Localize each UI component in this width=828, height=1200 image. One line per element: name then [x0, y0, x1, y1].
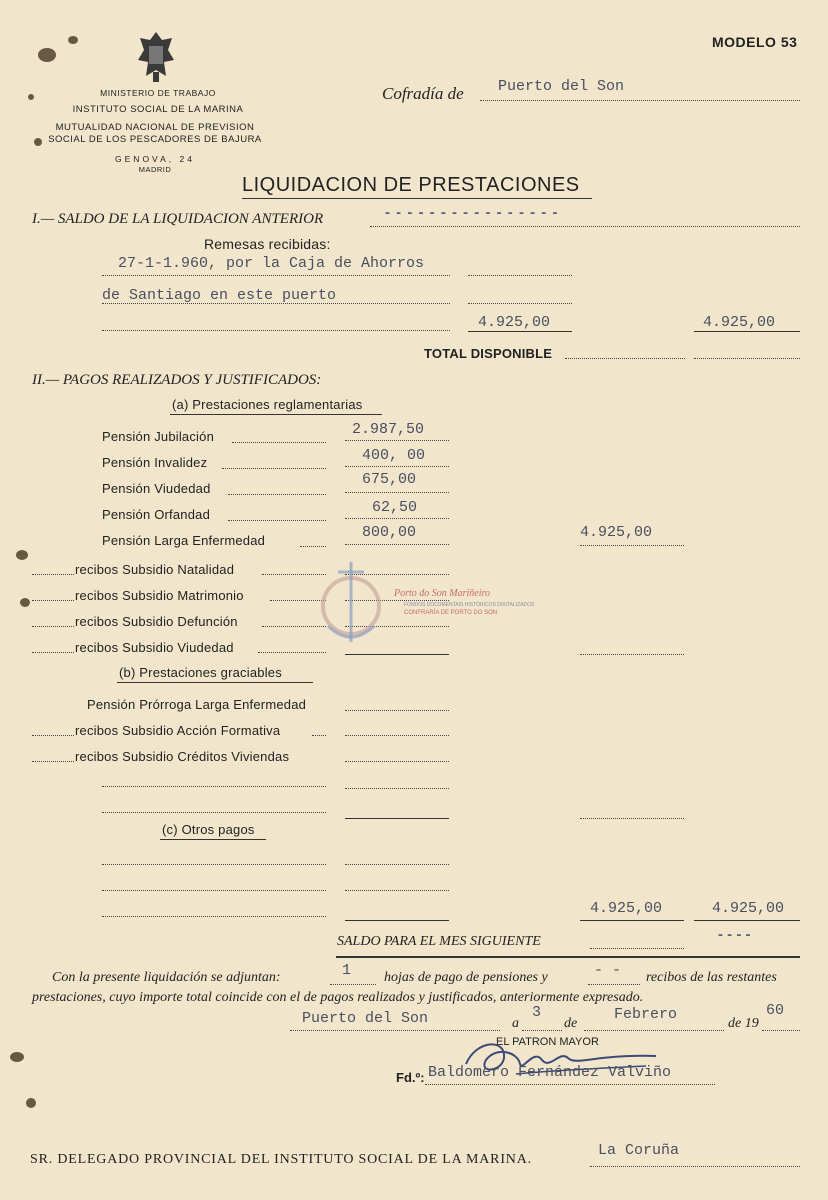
row-a-label: Pensión Larga Enfermedad — [102, 533, 266, 548]
burn-spot — [20, 598, 30, 607]
handwritten-signature — [456, 1030, 676, 1090]
fd-label: Fd.º: — [396, 1070, 425, 1085]
row-b-label: Pensión Prórroga Larga Enfermedad — [87, 697, 307, 712]
delegado-value: La Coruña — [598, 1142, 680, 1159]
burn-spot — [38, 48, 56, 62]
remesa-line-2: de Santiago en este puerto — [102, 287, 337, 304]
signer-name: Baldomero Fernández Valviño — [428, 1064, 672, 1081]
mutual-line-2: SOCIAL DE LOS PESCADORES DE BAJURA — [48, 134, 262, 145]
page-title: LIQUIDACION DE PRESTACIONES — [242, 174, 580, 196]
row-a-value: 800,00 — [362, 524, 417, 541]
cofradia-label: Cofradía de — [382, 84, 464, 103]
institute-name: INSTITUTO SOCIAL DE LA MARINA — [72, 104, 244, 115]
section-2-label: II.— PAGOS REALIZADOS Y JUSTIFICADOS: — [32, 372, 322, 388]
cofradia-value: Puerto del Son — [498, 78, 625, 95]
subsection-b-label: (b) Prestaciones graciables — [119, 665, 282, 680]
closing-text-2: prestaciones, cuyo importe total coincide con el de pagos realizados y justificados, anteriormente expresado. — [32, 990, 644, 1005]
patron-mayor-label: EL PATRON MAYOR — [496, 1036, 599, 1048]
anchor-watermark-icon — [318, 556, 384, 648]
saldo-label: SALDO PARA EL MES SIGUIENTE — [337, 934, 541, 949]
saldo-value: - - - - — [718, 926, 751, 943]
recibo-row-label: recibos Subsidio Natalidad — [75, 562, 235, 577]
closing-text-b: hojas de pago de pensiones y — [384, 970, 548, 985]
section-1-label: I.— SALDO DE LA LIQUIDACION ANTERIOR — [32, 211, 324, 227]
remesa-amount: 4.925,00 — [478, 314, 551, 331]
recibos-count: - - — [594, 962, 622, 979]
date-month: Febrero — [614, 1006, 678, 1023]
closing-text-a: Con la presente liquidación se adjuntan: — [52, 970, 281, 985]
row-a-label: Pensión Jubilación — [102, 429, 215, 444]
city: MADRID — [138, 165, 172, 174]
date-day: 3 — [532, 1004, 542, 1021]
model-number: MODELO 53 — [712, 34, 798, 50]
recibo-row-label: recibos Subsidio Viudedad — [75, 640, 234, 655]
date-de: de — [564, 1016, 578, 1031]
section-1-dashes: - - - - - - - - - - - - - - - - — [385, 204, 559, 221]
recibo-row-label: recibos Subsidio Matrimonio — [75, 588, 244, 603]
coat-of-arms-emblem — [136, 30, 176, 86]
row-a-value: 675,00 — [362, 471, 417, 488]
place-value: Puerto del Son — [302, 1010, 429, 1027]
remesa-line-1: 27-1-1.960, por la Caja de Ahorros — [118, 255, 425, 272]
watermark-title: Porto do Son Mariñeiro — [394, 588, 491, 599]
burn-spot — [68, 36, 78, 44]
total-payments-right: 4.925,00 — [712, 900, 785, 917]
address: GENOVA, 24 — [115, 154, 195, 164]
recibo-row-label: recibos Subsidio Defunción — [75, 614, 238, 629]
row-a-value: 2.987,50 — [352, 421, 425, 438]
row-a-value: 400, 00 — [362, 447, 426, 464]
subtotal-a: 4.925,00 — [580, 524, 653, 541]
burn-spot — [28, 94, 34, 100]
closing-text-c: recibos de las restantes — [646, 970, 777, 985]
burn-spot — [16, 550, 28, 560]
row-b-label: recibos Subsidio Créditos Viviendas — [75, 749, 290, 764]
date-de-19: de 19 — [728, 1016, 759, 1031]
subsection-c-label: (c) Otros pagos — [162, 822, 255, 837]
row-a-label: Pensión Invalidez — [102, 455, 208, 470]
date-a: a — [512, 1016, 519, 1031]
watermark-line-1: FONDOS DOCUMENTAIS HISTÓRICOS DIXITALIZADOS — [404, 602, 535, 608]
total-payments-mid: 4.925,00 — [590, 900, 663, 917]
watermark-line-2: CONFRARÍA DE PORTO DO SON — [404, 610, 498, 616]
burn-spot — [26, 1098, 36, 1108]
row-a-label: Pensión Orfandad — [102, 507, 210, 522]
row-a-value: 62,50 — [372, 499, 418, 516]
hojas-count: 1 — [342, 962, 352, 979]
row-a-label: Pensión Viudedad — [102, 481, 211, 496]
mutual-line-1: MUTUALIDAD NACIONAL DE PREVISION — [55, 122, 255, 133]
total-disponible-label: TOTAL DISPONIBLE — [424, 346, 553, 361]
row-b-label: recibos Subsidio Acción Formativa — [75, 723, 281, 738]
ministry-name: MINISTERIO DE TRABAJO — [100, 88, 216, 98]
remesas-label: Remesas recibidas: — [204, 236, 331, 252]
burn-spot — [10, 1052, 24, 1062]
subsection-a-label: (a) Prestaciones reglamentarias — [172, 397, 363, 412]
delegado-label: SR. DELEGADO PROVINCIAL DEL INSTITUTO SOCIAL DE LA MARINA. — [30, 1152, 532, 1167]
remesa-amount-total: 4.925,00 — [703, 314, 776, 331]
date-year: 60 — [766, 1002, 785, 1019]
